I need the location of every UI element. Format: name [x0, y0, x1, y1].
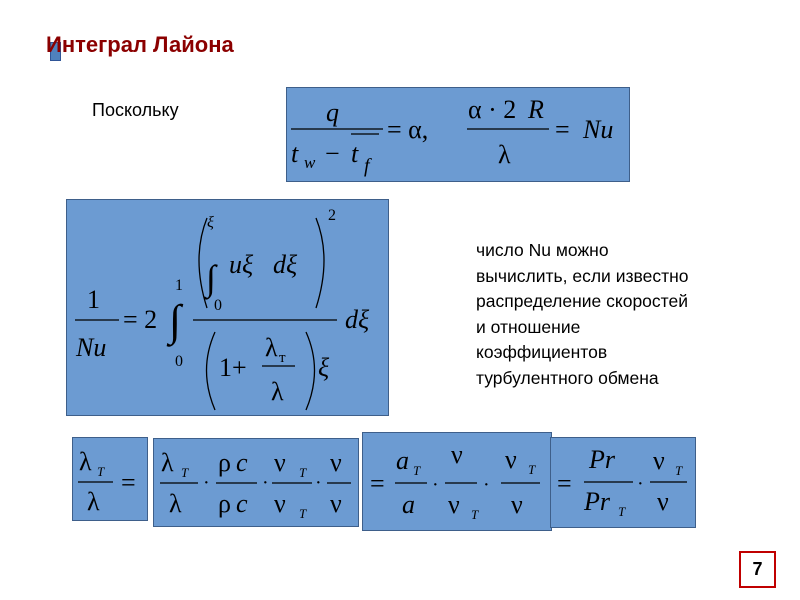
- f3b-lambda: λ: [169, 489, 182, 518]
- f2-d-xi: dξ: [345, 305, 370, 334]
- f3b-subscript-t: T: [181, 465, 189, 480]
- f2-u-xi: uξ: [229, 250, 254, 279]
- f3a-lambda-t: λ: [79, 447, 92, 476]
- f3c-nu-top: ν: [451, 440, 463, 469]
- f2-inner-lower: 0: [214, 297, 222, 314]
- f3d-subscript-t-2: T: [675, 463, 683, 478]
- f3b-nu-t-bottom: ν: [274, 489, 286, 518]
- f3d-subscript-t: T: [618, 504, 626, 519]
- f3b-c-bottom: c: [236, 489, 248, 518]
- formula-diffusivity-ratio: [362, 432, 552, 531]
- description-line: и отношение: [476, 316, 581, 337]
- f2-inner-upper: ξ: [207, 214, 214, 231]
- f3c-subscript-t-3: T: [528, 462, 536, 477]
- f3b-subscript-t-top: T: [299, 465, 307, 480]
- f1-q: q: [326, 98, 339, 127]
- description-line: коэффициентов: [476, 342, 608, 362]
- since-label: Поскольку: [92, 100, 179, 120]
- f3a-subscript-t: T: [97, 464, 105, 479]
- f2-lambda: λ: [271, 377, 284, 406]
- f3c-subscript-t: T: [413, 463, 421, 478]
- f1-R: R: [528, 95, 544, 124]
- f3c-dot-1: ·: [432, 474, 439, 496]
- f3d-pr-top: Pr: [589, 445, 615, 474]
- f1-Nu: Nu: [583, 115, 614, 144]
- f1-subscript-w: w: [304, 153, 316, 172]
- f3b-nu-t-top: ν: [274, 448, 286, 477]
- f2-subscript-t: т: [279, 350, 286, 366]
- f1-lambda: λ: [498, 140, 511, 169]
- f2-lower-limit: 0: [175, 353, 183, 370]
- f1-eq: =: [555, 115, 570, 144]
- f2-Nu: Nu: [76, 333, 107, 362]
- formula-lyon-integral: [66, 199, 389, 416]
- f3a-lambda: λ: [87, 487, 100, 516]
- f1-eq-alpha: = α,: [387, 115, 429, 144]
- f3b-dot-1: ·: [203, 472, 210, 494]
- formula-nusselt-definition: [286, 87, 630, 182]
- f2-eq-two: = 2: [123, 305, 158, 334]
- f1-t-f: t: [351, 139, 359, 168]
- f2-one: 1: [87, 285, 100, 314]
- f3a-eq: =: [121, 468, 136, 497]
- f3d-eq: =: [557, 469, 572, 498]
- formula-prandtl-ratio: [550, 437, 696, 528]
- f3b-dot-2: ·: [262, 472, 269, 494]
- f3c-eq: =: [370, 469, 385, 498]
- f3b-dot-3: ·: [315, 472, 322, 494]
- description-text: [476, 238, 776, 391]
- description-line: турбулентного обмена: [476, 367, 659, 388]
- f3c-dot-2: ·: [483, 474, 490, 496]
- f3b-c-top: c: [236, 448, 248, 477]
- page-number: 7: [739, 551, 776, 588]
- f2-lambda-t: λ: [265, 333, 278, 362]
- formula-lambda-ratio: [72, 437, 148, 521]
- description-line: вычислить, если известно: [476, 265, 689, 286]
- f3c-a-t: a: [396, 446, 409, 475]
- f3c-subscript-t-2: T: [471, 507, 479, 522]
- f3b-nu-bottom: ν: [330, 489, 342, 518]
- f3c-nu-bottom: ν: [511, 490, 523, 519]
- f1-subscript-f: f: [364, 155, 370, 177]
- f1-minus: −: [325, 139, 340, 168]
- slide-title: Интеграл Лайона: [46, 32, 234, 57]
- description-line: число Nu можно: [476, 240, 609, 260]
- f3c-a: a: [402, 490, 415, 519]
- f3d-pr-t: Pr: [584, 487, 610, 516]
- f2-integral-sign: ∫: [169, 296, 182, 345]
- f1-t-w: t: [291, 139, 299, 168]
- f3b-rho-bottom: ρ: [218, 489, 231, 518]
- formula-product-ratios: [153, 438, 359, 527]
- f3c-nu-t-top: ν: [505, 445, 517, 474]
- f2-inner-integral-sign: ∫: [206, 258, 216, 298]
- f1-alpha-2: α · 2: [468, 95, 517, 124]
- f3d-dot: ·: [637, 473, 644, 495]
- f3d-nu-t-top: ν: [653, 446, 665, 475]
- f2-d-xi-inner: dξ: [273, 250, 298, 279]
- f3c-nu-t: ν: [448, 490, 460, 519]
- f2-one-plus: 1+: [219, 353, 247, 382]
- f3b-rho-top: ρ: [218, 448, 231, 477]
- f3d-nu-bottom: ν: [657, 487, 669, 516]
- f3b-subscript-t-bottom: T: [299, 506, 307, 521]
- f2-xi: ξ: [318, 353, 330, 382]
- f3b-lambda-t: λ: [161, 448, 174, 477]
- f3b-nu-top: ν: [330, 448, 342, 477]
- description-line: распределение скоростей: [476, 291, 688, 311]
- f2-power-two: 2: [328, 207, 336, 224]
- f2-upper-limit: 1: [175, 277, 183, 294]
